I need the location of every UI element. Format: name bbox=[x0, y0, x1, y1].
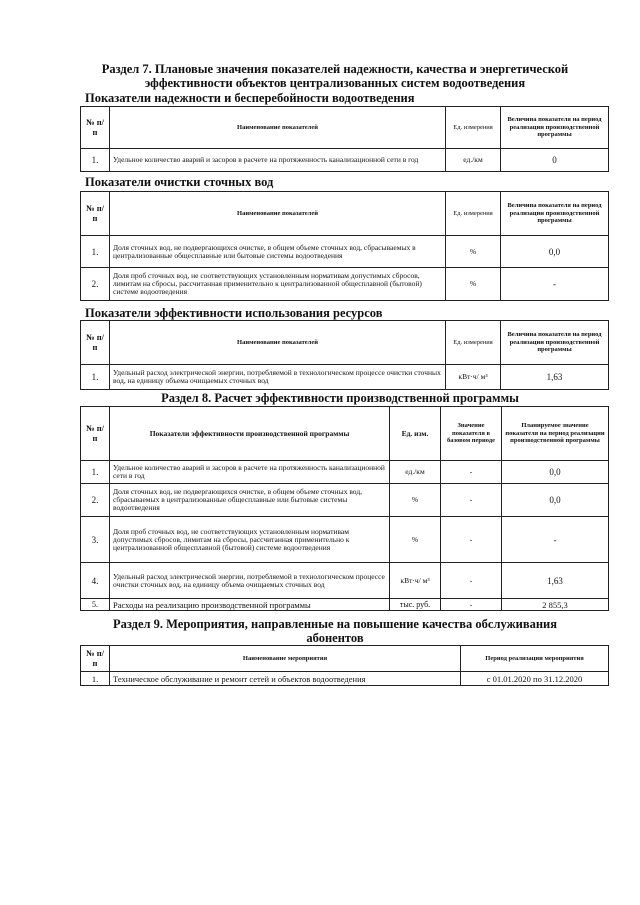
treatment-title: Показатели очистки сточных вод bbox=[85, 175, 274, 189]
col-period-header: Период реализации мероприятия bbox=[461, 646, 609, 672]
reliability-title: Показатели надежности и бесперебойности водоотведения bbox=[85, 91, 415, 105]
row-name: Доля проб сточных вод, не соответствующих установленным нормативам допустимых сбросов, лимитам на сбросы, рассчитанная применительно к централизованной общесплавной (бытовой) системе водоотведения bbox=[110, 517, 390, 563]
col-planned-header: Планируемое значение показателя на период реализации производственной программы bbox=[502, 407, 609, 461]
row-name: Доля сточных вод, не подвергающихся очистке, в общем объеме сточных вод, сбрасываемых в централизованные общесплавные или бытовые системы водоотведения bbox=[110, 484, 390, 517]
col-num-header: № п/п bbox=[81, 192, 110, 236]
table-row bbox=[81, 365, 609, 390]
col-unit-header: Ед. измерения bbox=[446, 192, 501, 236]
table-row bbox=[81, 672, 609, 686]
col-base-header: Значение показателя в базовом периоде bbox=[441, 407, 502, 461]
row-value: - bbox=[501, 268, 609, 301]
col-unit-header: Ед. изм. bbox=[390, 407, 441, 461]
row-unit: кВт·ч/ м³ bbox=[446, 365, 501, 390]
col-unit-header: Ед. измерения bbox=[446, 321, 501, 365]
table-row bbox=[81, 599, 609, 611]
row-num: 1. bbox=[81, 672, 110, 686]
col-name-header: Наименование мероприятия bbox=[110, 646, 461, 672]
section7-title-line2: эффективности объектов централизованных систем водоотведения bbox=[144, 76, 526, 90]
row-name: Удельное количество аварий и засоров в расчете на протяженность канализационной сети в год bbox=[110, 149, 446, 172]
table-row bbox=[81, 563, 609, 599]
row-name: Удельное количество аварий и засоров в расчете на протяженность канализационной сети в год bbox=[110, 461, 390, 484]
reliability-table bbox=[80, 106, 609, 172]
row-planned: 1,63 bbox=[502, 563, 609, 599]
col-num-header: № п/п bbox=[81, 321, 110, 365]
row-unit: % bbox=[390, 517, 441, 563]
row-num: 3. bbox=[81, 517, 110, 563]
row-unit: кВт·ч/ м³ bbox=[390, 563, 441, 599]
col-value-header: Величина показателя на период реализации производственной программы bbox=[501, 321, 609, 365]
row-name: Доля сточных вод, не подвергающихся очистке, в общем объеме сточных вод, сбрасываемых в централизованные общесплавные или бытовые системы водоотведения bbox=[110, 236, 446, 268]
row-num: 1. bbox=[81, 365, 110, 390]
row-base: - bbox=[441, 484, 502, 517]
row-num: 2. bbox=[81, 268, 110, 301]
row-base: - bbox=[441, 563, 502, 599]
table-row bbox=[81, 517, 609, 563]
section9-title-line2: абонентов bbox=[306, 631, 364, 645]
col-value-header: Величина показателя на период реализации производственной программы bbox=[501, 192, 609, 236]
treatment-table bbox=[80, 191, 609, 301]
row-value: 1,63 bbox=[501, 365, 609, 390]
section9-title-line1: Раздел 9. Мероприятия, направленные на повышение качества обслуживания bbox=[112, 617, 558, 631]
row-value: 0 bbox=[501, 149, 609, 172]
row-unit: ед./км bbox=[390, 461, 441, 484]
table-row bbox=[81, 236, 609, 268]
row-name: Удельный расход электрической энергии, потребляемой в технологическом процессе очистки сточных вод, на единицу объема очищаемых сточных вод bbox=[110, 365, 446, 390]
table-row bbox=[81, 461, 609, 484]
col-name-header: Наименование показателей bbox=[110, 321, 446, 365]
row-base: - bbox=[441, 461, 502, 484]
row-unit: ед./км bbox=[446, 149, 501, 172]
row-base: - bbox=[441, 599, 502, 611]
col-num-header: № п/п bbox=[81, 646, 110, 672]
row-unit: тыс. руб. bbox=[390, 599, 441, 611]
row-num: 4. bbox=[81, 563, 110, 599]
row-period: с 01.01.2020 по 31.12.2020 bbox=[461, 672, 609, 686]
col-num-header: № п/п bbox=[81, 407, 110, 461]
col-name-header: Наименование показателей bbox=[110, 192, 446, 236]
col-unit-header: Ед. измерения bbox=[446, 107, 501, 149]
efficiency-title: Показатели эффективности использования ресурсов bbox=[85, 306, 383, 320]
col-name-header: Наименование показателей bbox=[110, 107, 446, 149]
row-planned: 2 855,3 bbox=[502, 599, 609, 611]
row-num: 1. bbox=[81, 236, 110, 268]
row-num: 2. bbox=[81, 484, 110, 517]
table-row bbox=[81, 268, 609, 301]
col-name-header: Показатели эффективности производственной программы bbox=[110, 407, 390, 461]
row-unit: % bbox=[446, 268, 501, 301]
row-name: Расходы на реализацию производственной программы bbox=[110, 599, 390, 611]
row-num: 1. bbox=[81, 149, 110, 172]
row-planned: 0,0 bbox=[502, 461, 609, 484]
section8-title: Раздел 8. Расчет эффективности производственной программы bbox=[161, 391, 519, 405]
section9-table bbox=[80, 645, 609, 686]
row-planned: - bbox=[502, 517, 609, 563]
efficiency-table bbox=[80, 320, 609, 390]
row-value: 0,0 bbox=[501, 236, 609, 268]
row-base: - bbox=[441, 517, 502, 563]
row-num: 1. bbox=[81, 461, 110, 484]
row-num: 5. bbox=[81, 599, 110, 611]
row-unit: % bbox=[390, 484, 441, 517]
row-planned: 0,0 bbox=[502, 484, 609, 517]
table-row bbox=[81, 484, 609, 517]
table-row bbox=[81, 149, 609, 172]
col-num-header: № п/п bbox=[81, 107, 110, 149]
col-value-header: Величина показателя на период реализации производственной программы bbox=[501, 107, 609, 149]
section7-title-line1: Раздел 7. Плановые значения показателей надежности, качества и энергетической bbox=[101, 62, 569, 76]
row-name: Доля проб сточных вод, не соответствующих установленным нормативам допустимых сбросов, лимитам на сбросы, рассчитанная применительно к централизованной общесплавной (бытовой) системе водоотведения bbox=[110, 268, 446, 301]
row-name: Удельный расход электрической энергии, потребляемой в технологическом процессе очистки сточных вод, на единицу объема очищаемых сточных вод bbox=[110, 563, 390, 599]
section8-table bbox=[80, 406, 609, 611]
row-unit: % bbox=[446, 236, 501, 268]
row-name: Техническое обслуживание и ремонт сетей и объектов водоотведения bbox=[110, 672, 461, 686]
